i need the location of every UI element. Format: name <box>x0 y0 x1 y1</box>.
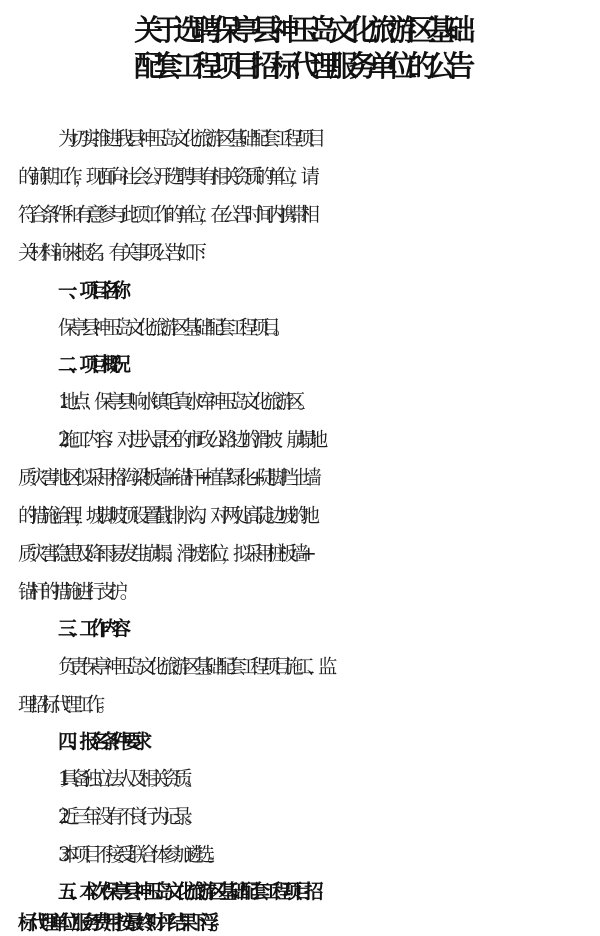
intro-line: 为切实推进我县神玉岛文化旅游区基础配套工程项目 <box>58 127 318 150</box>
section-2-item-1: 1.地点：保亭县响水镇毛真水库神玉岛文化旅游区。 <box>58 390 309 413</box>
section-2-item-2-line: 锚杆的措施进行支护。 <box>18 580 132 603</box>
section-2-item-2-line: 质灾害隐患及降雨易发生崩塌、滑坡部位，拟采用桩板墙+ <box>18 542 309 565</box>
section-1-body: 保亭县神玉岛文化旅游区基础配套工程项目。 <box>58 316 285 339</box>
intro-line: 符合条件和有意参与此项工作的单位，在公告时间内携带相 <box>18 203 312 226</box>
section-3-body-line: 理招标代理工作。 <box>18 693 109 716</box>
section-4-item: 3.本项目不接受联合体参加遴选。 <box>58 843 219 866</box>
section-3-body-line: 负责保亭神玉岛文化旅游区基础配套工程项目施工、监 <box>58 655 330 678</box>
intro-line: 关材料前来报名。有关事项公告如下： <box>18 241 211 264</box>
section-3-heading: 三、工作内容 <box>58 617 123 640</box>
section-4-item: 2.近三年没有不良行为记录。 <box>58 805 196 828</box>
section-2-item-2-line: 的措施治理，坡脚坡顶设置截排水沟。对两处高陡边坡的地 <box>18 504 312 527</box>
section-5-line: 五、本次保亭县神玉岛文化旅游区基础配套工程项目招 <box>58 880 315 903</box>
title-line-2: 配套工程项目招标代理服务单位的公告 <box>134 49 466 83</box>
intro-line: 的前期工作，现面向社会公开选聘具有相关资质的单位，请 <box>18 165 312 188</box>
section-2-item-2-line: 质灾害地区拟采用格沟梁板墙+锚杆+植草绿化+陡脚挡土墙 <box>18 466 314 489</box>
section-2-item-2-line: 2.施工内容：对进入景区的市政公路边的滑坡、崩塌地 <box>58 428 321 451</box>
section-4-heading: 四、报名条件要求 <box>58 730 144 753</box>
section-1-heading: 一、项目名称 <box>58 279 123 302</box>
section-2-heading: 二、项目概况 <box>58 353 123 376</box>
title-line-1: 关于选聘保亭县神玉岛文化旅游区基础 <box>134 13 466 47</box>
section-4-item: 1.具备独立法人及相关资质。 <box>58 767 196 790</box>
section-5-line: 标代理单位服务费用按最终财评结果下浮。 <box>18 911 222 934</box>
